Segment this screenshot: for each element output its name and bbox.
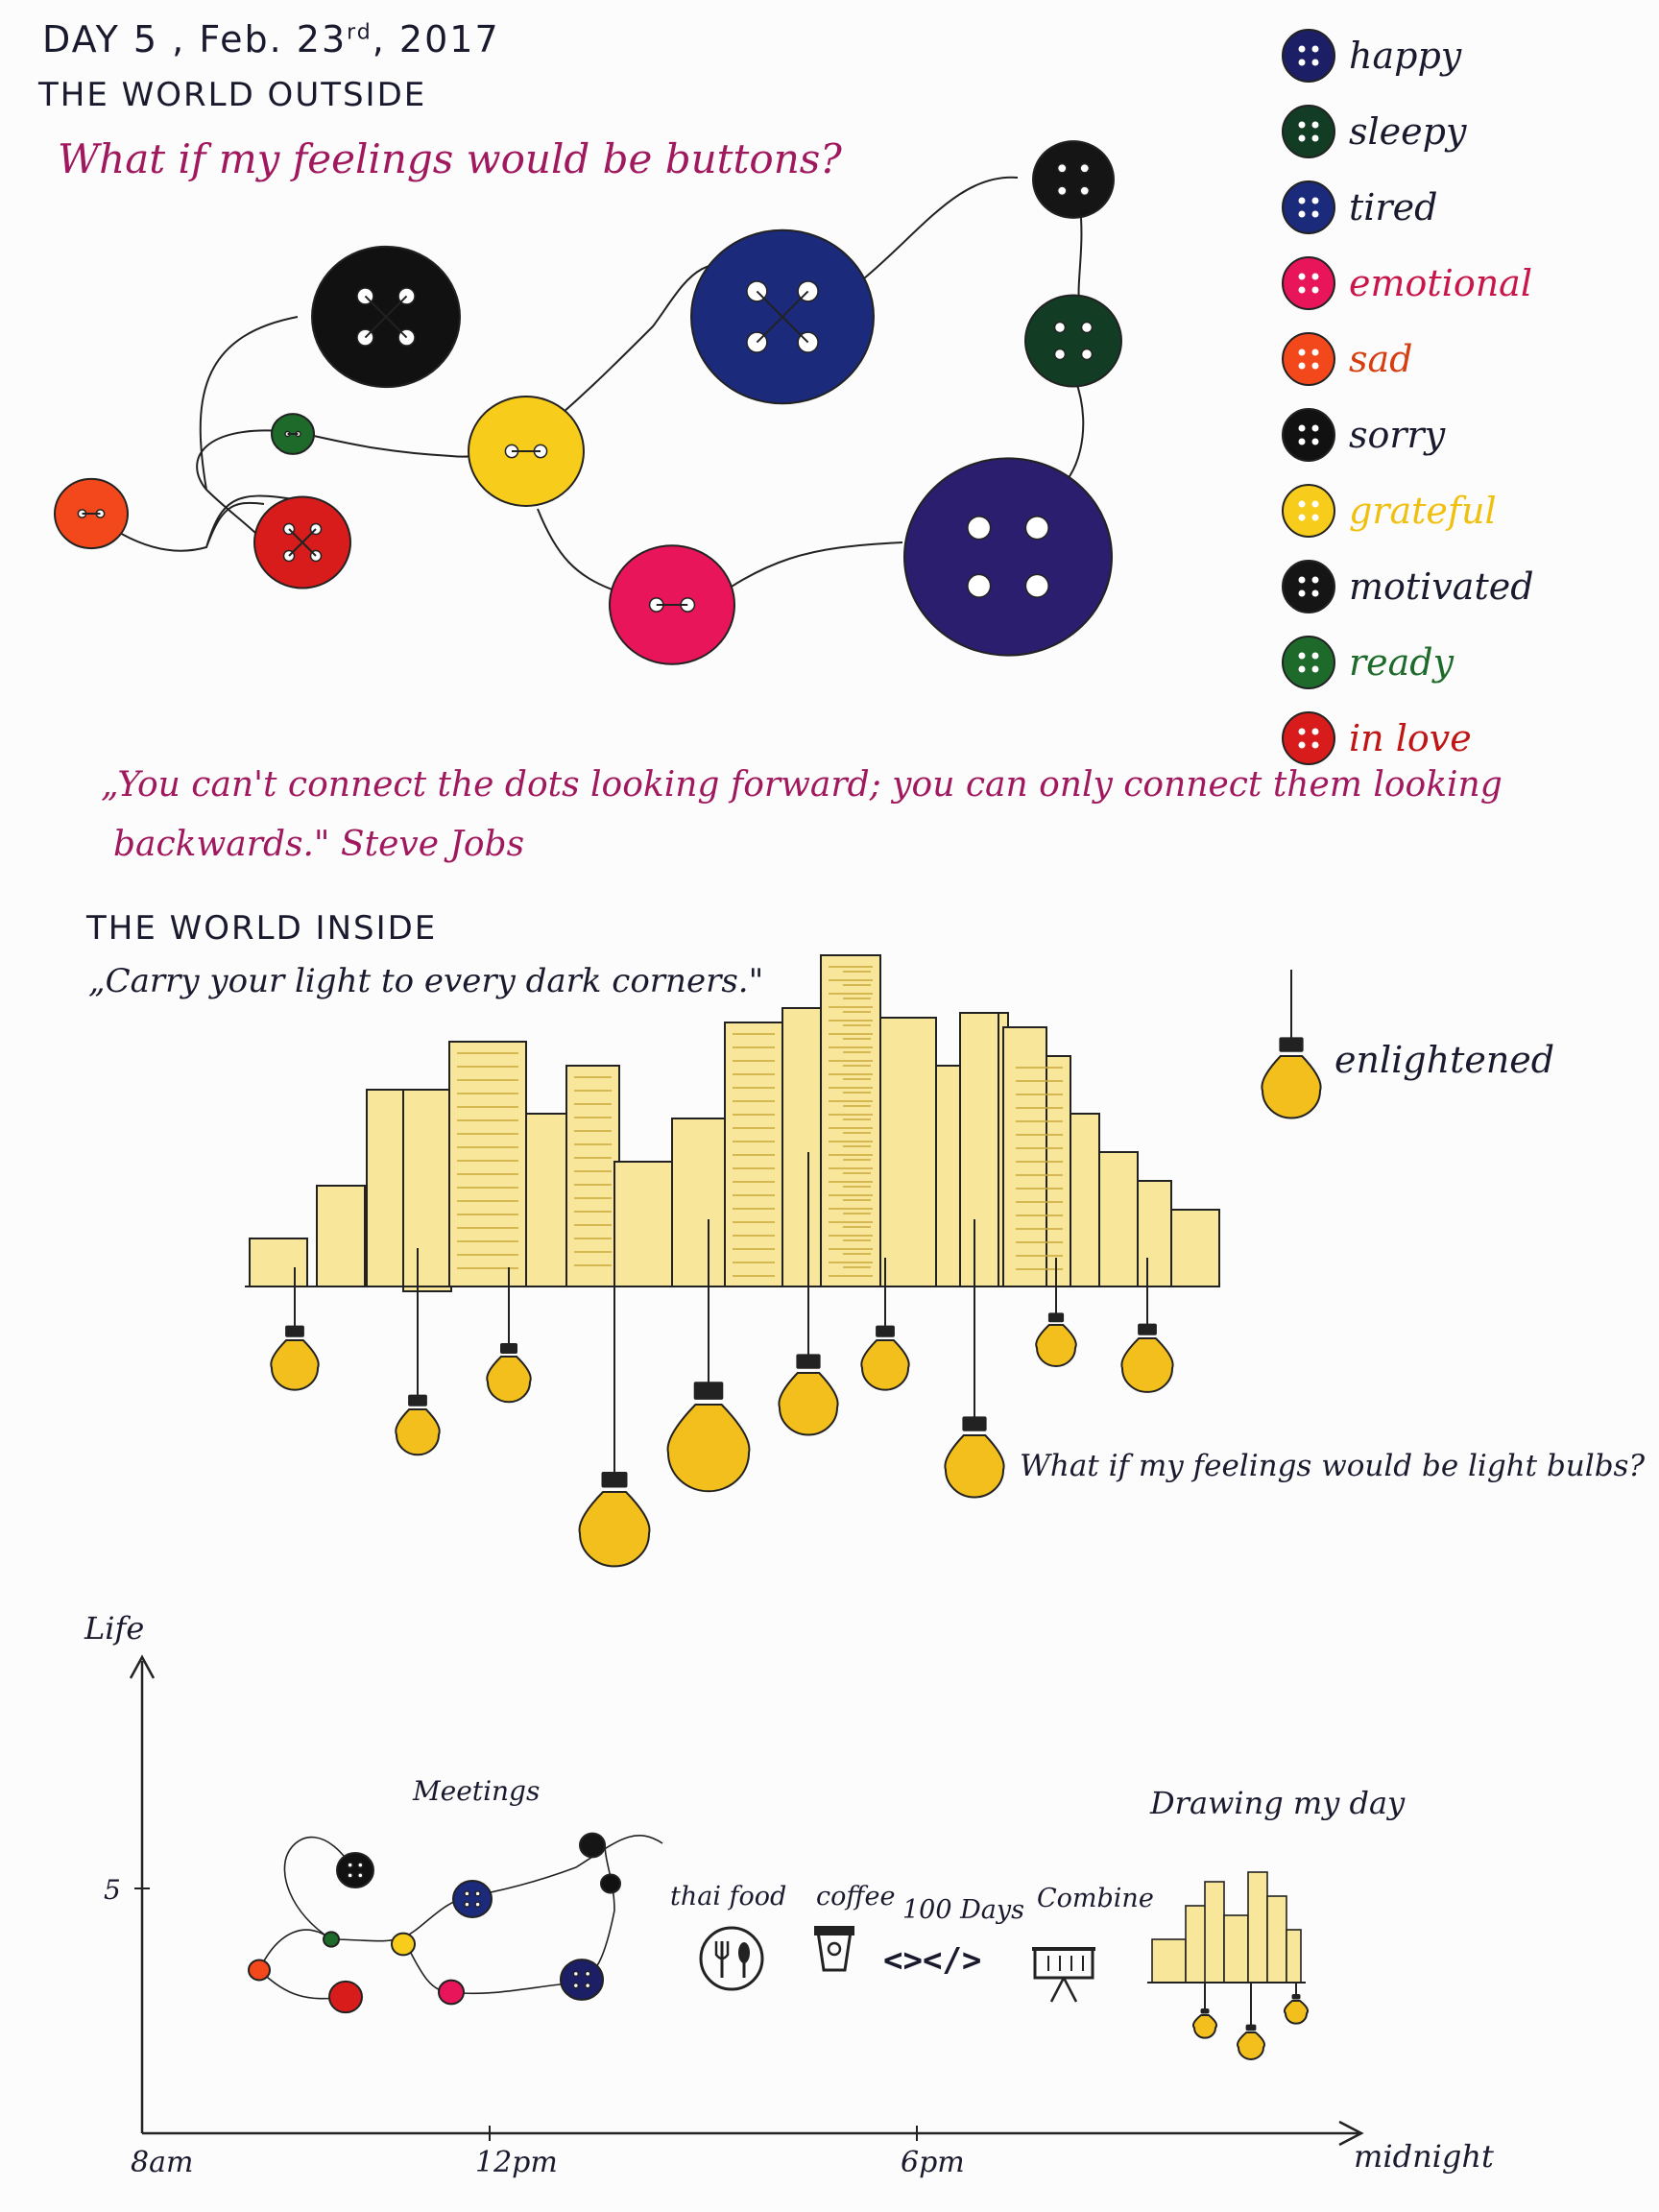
building — [614, 1162, 672, 1286]
x-tick-midnight: midnight — [1354, 2138, 1494, 2175]
legend-button-icon — [1280, 179, 1337, 236]
button-emotional — [610, 545, 734, 664]
legend-label: in love — [1349, 717, 1472, 759]
buttons-question: What if my feelings would be buttons? — [58, 135, 842, 182]
feelings-legend — [1272, 17, 1647, 776]
building — [1171, 1210, 1219, 1286]
button-ready — [272, 414, 314, 454]
mini-bulb-3 — [1285, 1983, 1308, 2024]
light-quote: „Carry your light to every dark corners." — [88, 962, 764, 1000]
mini-bulb-1 — [1193, 1983, 1216, 2038]
mini-city-icon — [1147, 1872, 1306, 1983]
building — [1070, 1114, 1099, 1286]
building — [960, 1013, 998, 1286]
mini-button-ready — [324, 1932, 339, 1946]
legend-item — [1272, 397, 1647, 472]
steve-jobs-quote-line2: backwards." Steve Jobs — [113, 825, 525, 864]
event-combine: Combine — [1037, 1884, 1154, 1913]
building — [250, 1238, 307, 1286]
mini-button-in-love — [329, 1982, 362, 2012]
legend-item — [1272, 17, 1647, 93]
bulb-enlightened — [1262, 970, 1320, 1118]
event-meetings: Meetings — [413, 1775, 541, 1807]
legend-item — [1272, 245, 1647, 321]
building — [526, 1114, 566, 1286]
building — [367, 1090, 405, 1286]
building — [403, 1090, 451, 1291]
mini-button-grateful — [392, 1934, 415, 1956]
legend-button-icon — [1280, 27, 1337, 84]
legend-item — [1272, 472, 1647, 548]
date-year: , 2017 — [372, 18, 500, 60]
date-suffix: rd — [347, 20, 373, 45]
mini-button-happy — [561, 1960, 603, 2000]
x-tick-6pm: 6pm — [901, 2146, 965, 2179]
building — [449, 1042, 526, 1286]
building — [566, 1066, 619, 1286]
y-axis-label: Life — [84, 1610, 145, 1647]
button-grateful — [469, 397, 584, 506]
x-tick-8am: 8am — [131, 2146, 194, 2179]
legend-button-icon — [1280, 103, 1337, 160]
x-tick-12pm: 12pm — [475, 2146, 558, 2179]
legend-button-icon — [1280, 406, 1337, 464]
button-sad — [55, 479, 128, 548]
y-axis-tick: 5 — [104, 1874, 121, 1906]
building — [672, 1118, 725, 1286]
building — [821, 955, 880, 1286]
building — [317, 1186, 365, 1286]
legend-label: happy — [1349, 35, 1462, 77]
legend-item — [1272, 548, 1647, 624]
mini-button-sleepy — [601, 1875, 620, 1893]
legend-label: grateful — [1349, 490, 1497, 532]
thai-food-icon — [701, 1928, 762, 1989]
presentation-board-icon — [1032, 1949, 1095, 2002]
legend-label: emotional — [1349, 262, 1532, 304]
legend-button-icon — [1280, 330, 1337, 388]
building — [1099, 1152, 1138, 1286]
bulbs-question: What if my feelings would be light bulbs? — [1020, 1449, 1646, 1483]
legend-label: tired — [1349, 186, 1438, 228]
building — [1138, 1181, 1171, 1286]
legend-label: sad — [1349, 338, 1413, 380]
event-drawing-my-day: Drawing my day — [1150, 1785, 1406, 1821]
legend-label: motivated — [1349, 565, 1534, 608]
building — [878, 1018, 936, 1286]
event-thai-food: thai food — [670, 1882, 787, 1911]
steve-jobs-quote-line1: „You can't connect the dots looking forward; you can only connect them looking — [101, 765, 1503, 805]
enlightened-label: enlightened — [1334, 1039, 1555, 1081]
mini-bulb-2 — [1238, 1983, 1264, 2059]
mini-button-emotional — [439, 1981, 464, 2005]
legend-button-icon — [1280, 634, 1337, 691]
legend-label: sleepy — [1349, 110, 1467, 153]
date-text: DAY 5 , Feb. 23 — [42, 18, 348, 60]
building — [1003, 1027, 1046, 1286]
date-heading — [42, 18, 500, 60]
button-sorry — [312, 247, 460, 387]
legend-label: sorry — [1349, 414, 1446, 456]
legend-button-icon — [1280, 558, 1337, 615]
legend-button-icon — [1280, 482, 1337, 540]
button-happy — [904, 458, 1112, 655]
section-title-inside: THE WORLD INSIDE — [86, 909, 438, 948]
legend-item — [1272, 93, 1647, 169]
mini-button-tired — [453, 1881, 492, 1917]
legend-item — [1272, 624, 1647, 700]
button-tired — [691, 230, 874, 404]
mini-button-motivated — [580, 1834, 605, 1858]
code-brackets-icon: <></> — [883, 1941, 982, 1980]
mini-button-sad — [249, 1960, 270, 1981]
button-in-love — [254, 497, 350, 589]
section-title-outside: THE WORLD OUTSIDE — [38, 76, 427, 114]
legend-item — [1272, 169, 1647, 245]
legend-button-icon — [1280, 709, 1337, 767]
bulb-3 — [487, 1267, 530, 1402]
mini-button-sorry — [337, 1853, 373, 1887]
city-skyline — [245, 955, 1219, 1291]
event-coffee: coffee — [816, 1882, 896, 1911]
legend-item — [1272, 321, 1647, 397]
button-motivated — [1033, 141, 1114, 218]
event-100-days: 100 Days — [902, 1895, 1024, 1925]
button-sleepy — [1025, 296, 1121, 387]
coffee-cup-icon — [814, 1926, 854, 1970]
legend-label: ready — [1349, 641, 1455, 684]
legend-button-icon — [1280, 254, 1337, 312]
